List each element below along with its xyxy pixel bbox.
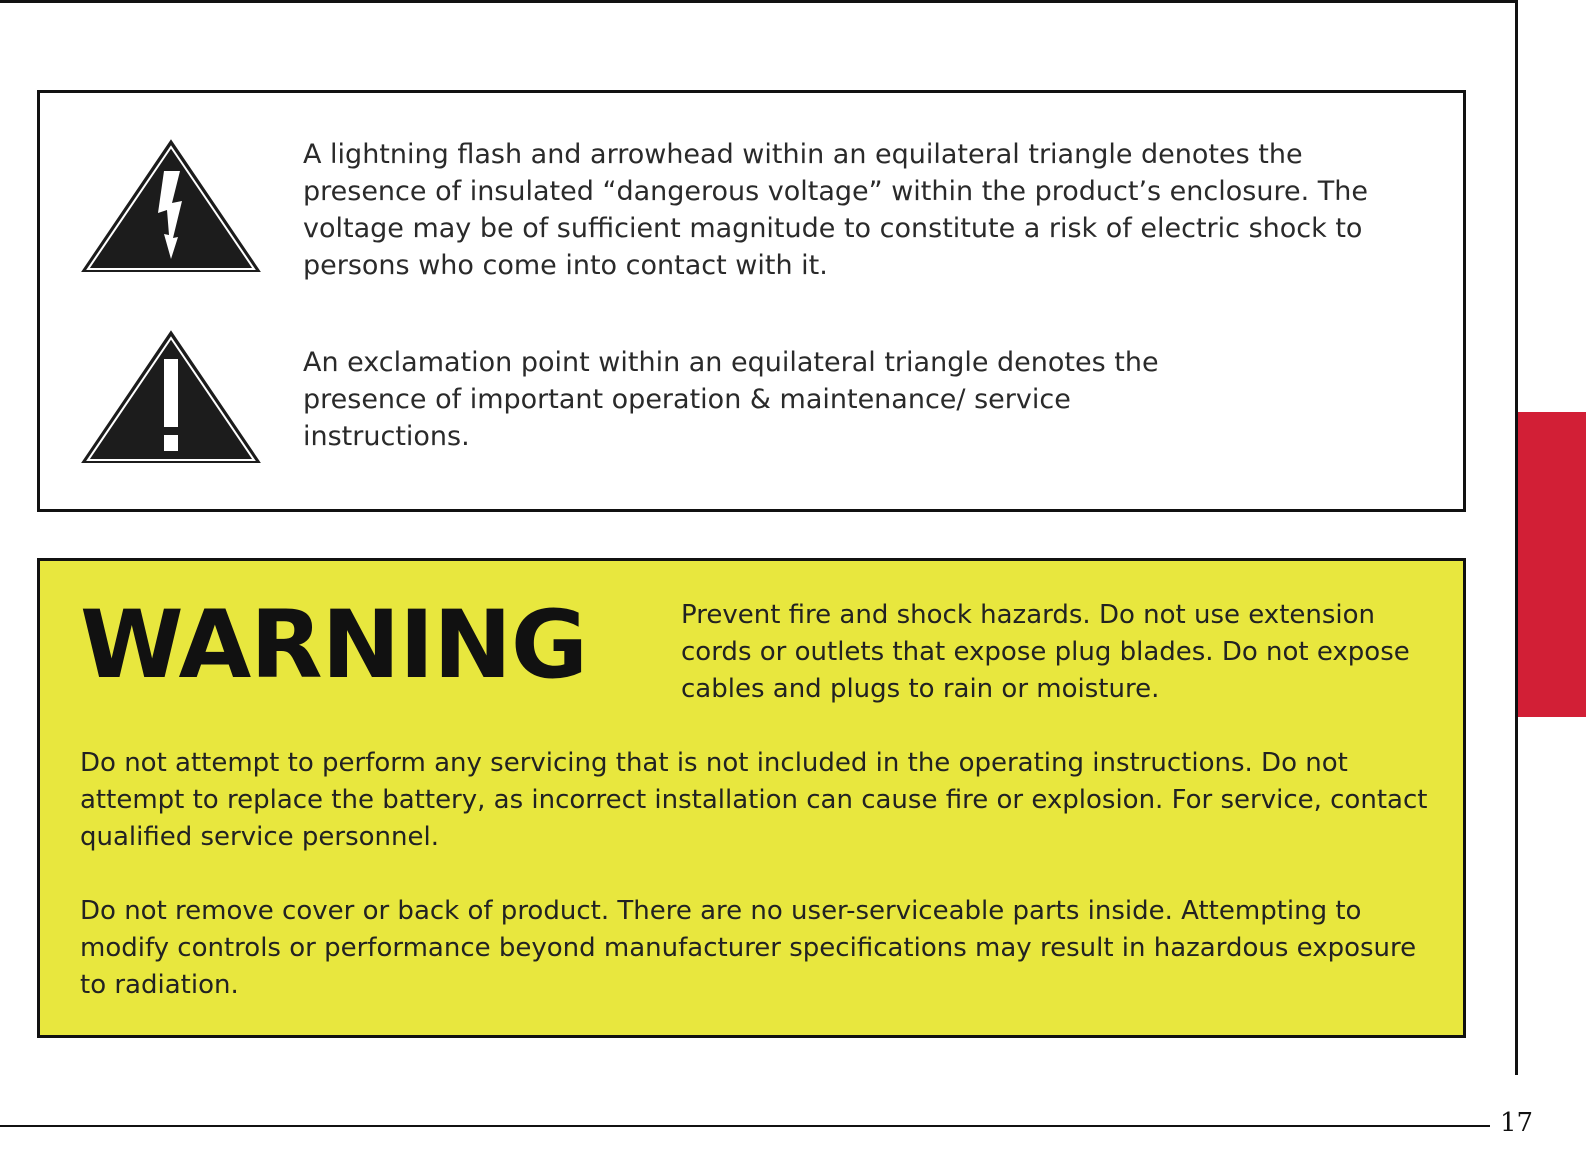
warning-box [37, 558, 1466, 1038]
warning-cover-paragraph: Do not remove cover or back of product. There are no user-serviceable parts inside. Attempting to modify controls or performance beyond manufacturer specifications may result in hazardous exposure to radiation. [80, 896, 1417, 1000]
warning-fire-shock-text: Prevent fire and shock hazards. Do not use extension cords or outlets that expose plug blades. Do not expose cables and plugs to rain or moisture. [681, 600, 1410, 704]
exclamation-symbol-description: An exclamation point within an equilateral triangle denotes the presence of important operation & maintenance/ service instructions. [303, 347, 1159, 452]
lightning-symbol-description: A lightning flash and arrowhead within an equilateral triangle denotes the presence of insulated “dangerous voltage” within the product’s enclosure. The voltage may be of sufficient magnitude to constitute a risk of electric shock to persons who come into contact with it. [303, 139, 1368, 281]
bottom-border-rule [0, 1125, 1490, 1127]
safety-symbols-box [37, 90, 1466, 512]
warning-servicing-paragraph: Do not attempt to perform any servicing that is not included in the operating instructions. Do not attempt to replace the battery, as incorrect installation can cause fire or explosion. For service, contact qualified service personnel. [80, 748, 1428, 852]
page-number: 17 [1500, 1108, 1534, 1138]
warning-heading: WARNING [80, 591, 588, 700]
lightning-bolt-triangle-icon [80, 138, 262, 274]
exclamation-triangle-icon [80, 329, 262, 465]
top-border-rule [0, 0, 1518, 3]
section-tab [1518, 412, 1586, 717]
